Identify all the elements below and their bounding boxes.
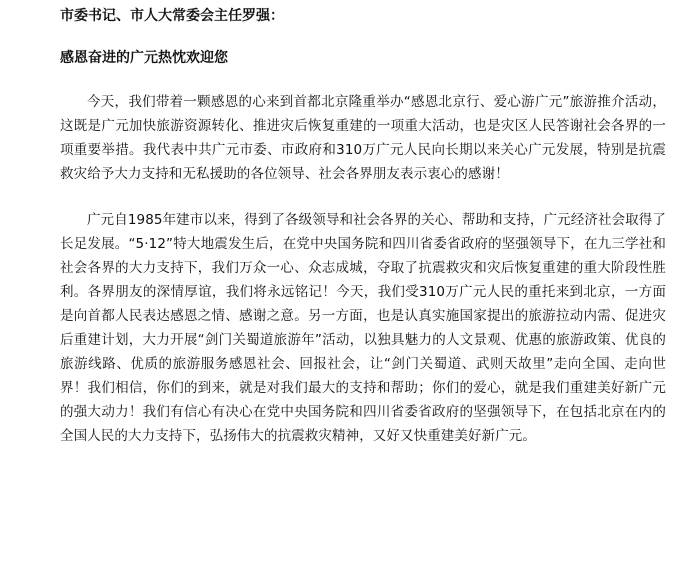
paragraph-2: 广元自1985年建市以来，得到了各级领导和社会各界的关心、帮助和支持，广元经济社会取得了长足发展。“5·12”特大地震发生后，在党中央国务院和四川省委省政府的坚强领导下，在九三学社和社会各界的大力支持下，我们万众一心、众志成城，夺取了抗震救灾和灾后恢复重建的重大阶段性胜利。各界朋友的深情厚谊，我们将永远铭记！今天，我们受310万广元人民的重托来到北京，一方面是向首都人民表达感恩之情、感谢之意。另一方面，也是认真实施国家提出的旅游拉动内需、促进灾后重建计划，大力开展“剑门关蜀道旅游年”活动，以独具魅力的人文景观、优惠的旅游政策、优良的旅游线路、优质的旅游服务感恩社会、回报社会，让“剑门关蜀道、武则天故里”走向全国、走向世界！我们相信，你们的到来，就是对我们最大的支持和帮助；你们的爱心，就是我们重建美好新广元的强大动力！我们有信心有决心在党中央国务院和四川省委省政府的坚强领导下，在包括北京在内的全国人民的大力支持下，弘扬伟大的抗震救灾精神，又好又快重建美好新广元。 xyxy=(60,212,666,444)
paragraph-1: 今天，我们带着一颗感恩的心来到首都北京隆重举办“感恩北京行、爱心游广元”旅游推介活动，这既是广元加快旅游资源转化、推进灾后恢复重建的一项重大活动，也是灾区人民答谢社会各界的一项重要举措。我代表中共广元市委、市政府和310万广元人民向长期以来关心广元发展，特别是抗震救灾给予大力支持和无私援助的各位领导、社会各界朋友表示衷心的感谢！ xyxy=(60,94,666,182)
section-heading: 感恩奋进的广元热忱欢迎您 xyxy=(60,50,228,66)
speaker-line: 市委书记、市人大常委会主任罗强： xyxy=(60,8,284,24)
